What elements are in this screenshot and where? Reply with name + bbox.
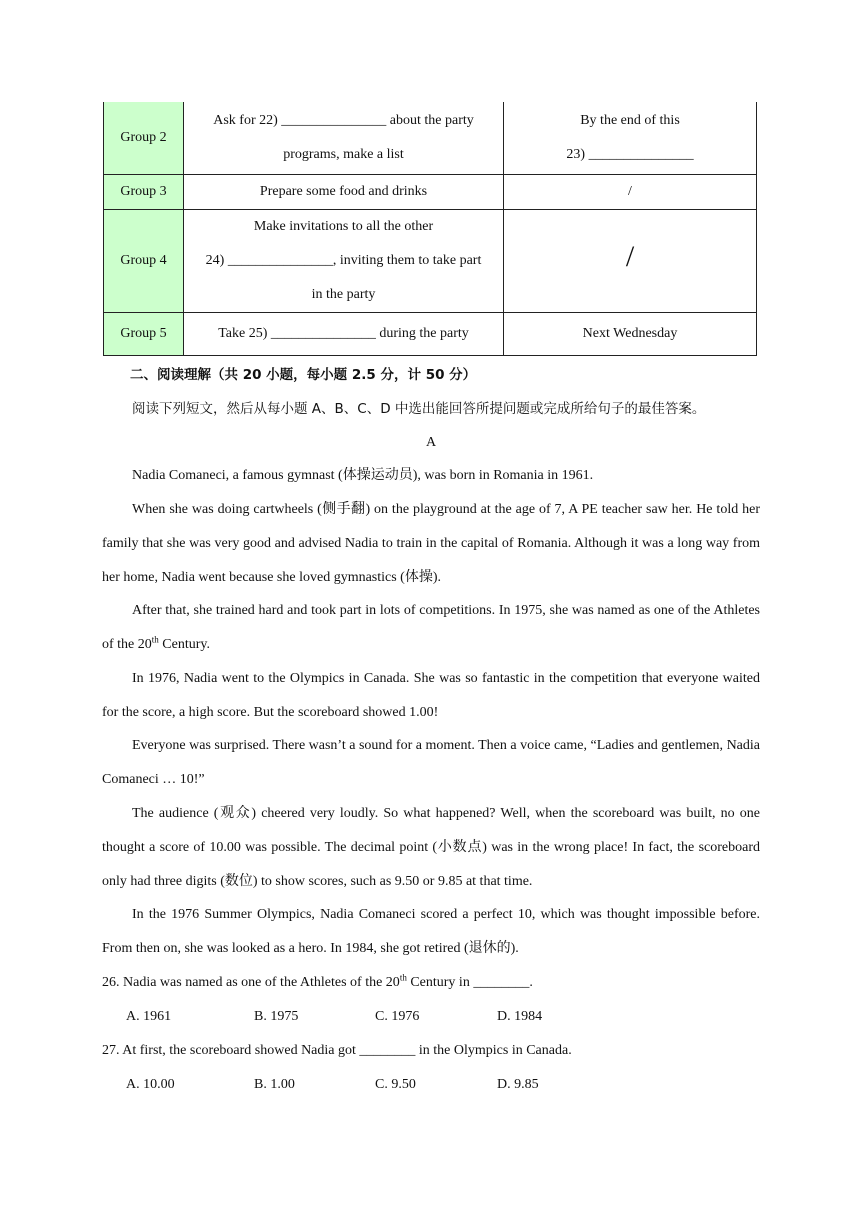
task-line: 24) _______________, inviting them to take part: [205, 252, 482, 268]
task-table: [103, 102, 757, 356]
table-row: [104, 209, 757, 312]
table-row: [104, 174, 757, 209]
task-line: Make invitations to all the other: [253, 218, 434, 234]
task-line: in the party: [311, 286, 376, 302]
answer-option: C. 9.50: [375, 1077, 416, 1092]
answer-option: A. 1961: [126, 1009, 172, 1024]
answer-option: B. 1.00: [254, 1077, 295, 1092]
time-cell: Next Wednesday: [504, 312, 757, 355]
passage-paragraph: In 1976, Nadia went to the Olympics in Canada. She was so fantastic in the competition that everyone waited for the score, a high score. But the scoreboard showed 1.00!: [102, 671, 760, 720]
passage-paragraph: The audience (观众) cheered very loudly. So what happened? Well, when the scoreboard was built, no one thought a score of 10.00 was possible. The decimal point (小数点) was in the wrong place! In fact, the scoreboard only had three digits (数位) to show scores, such as 9.50 or 9.85 at that time.: [102, 806, 760, 889]
task-cell: Take 25) _______________ during the party: [184, 312, 504, 355]
superscript: th: [151, 634, 159, 645]
task-line: Ask for 22) _______________ about the party: [213, 112, 474, 128]
table-row: [104, 312, 757, 355]
paragraph-text: After that, she trained hard and took part in lots of competitions. In 1975, she was named as one of the Athletes of the 20: [102, 603, 760, 652]
group-cell: Group 4: [104, 209, 184, 312]
task-line: programs, make a list: [283, 146, 404, 162]
time-line: By the end of this: [580, 112, 680, 128]
question-stem: 27. At first, the scoreboard showed Nadia got ________ in the Olympics in Canada.: [102, 1043, 572, 1058]
table-row: [104, 102, 757, 174]
answer-option: B. 1975: [254, 1009, 299, 1024]
group-cell: Group 5: [104, 312, 184, 355]
answer-option: A. 10.00: [126, 1077, 175, 1092]
group-cell: Group 2: [104, 102, 184, 174]
passage-label: A: [425, 435, 437, 450]
group-cell: Group 3: [104, 174, 184, 209]
question-stem: [102, 973, 760, 993]
answer-option: D. 1984: [497, 1009, 543, 1024]
time-cell: /: [504, 174, 757, 209]
passage-paragraph: Nadia Comaneci, a famous gymnast (体操运动员), was born in Romania in 1961.: [132, 468, 594, 483]
time-cell: [504, 209, 757, 312]
section-instruction: 阅读下列短文，然后从每小题 A、B、C、D 中选出能回答所提问题或完成所给句子的最佳答案。: [132, 401, 706, 417]
time-line: 23) _______________: [566, 146, 694, 162]
task-cell: [184, 102, 504, 174]
superscript: th: [399, 972, 407, 983]
task-cell: Prepare some food and drinks: [184, 174, 504, 209]
paragraph-text: Century.: [158, 637, 210, 652]
passage-paragraph: In the 1976 Summer Olympics, Nadia Comaneci scored a perfect 10, which was thought impossible before. From then on, she was looked as a hero. In 1984, she got retired (退休的).: [102, 907, 760, 956]
task-cell: [184, 209, 504, 312]
passage-paragraph: [102, 594, 760, 662]
time-line: /: [625, 239, 635, 273]
answer-option: D. 9.85: [497, 1077, 539, 1092]
passage-paragraph: When she was doing cartwheels (侧手翻) on the playground at the age of 7, A PE teacher saw her. He told her family that she was very good and advised Nadia to train in the capital of Romania. Although it was a long way from her home, Nadia went because she loved gymnastics (体操).: [102, 502, 760, 585]
stem-text: 26. Nadia was named as one of the Athletes of the 20: [102, 975, 400, 990]
time-cell: [504, 102, 757, 174]
answer-option: C. 1976: [375, 1009, 420, 1024]
passage-paragraph: Everyone was surprised. There wasn’t a sound for a moment. Then a voice came, “Ladies and gentlemen, Nadia Comaneci … 10!”: [102, 738, 760, 787]
section-heading: 二、阅读理解（共 20 小题，每小题 2.5 分，计 50 分）: [130, 367, 477, 383]
stem-text: Century in ________.: [406, 975, 533, 990]
